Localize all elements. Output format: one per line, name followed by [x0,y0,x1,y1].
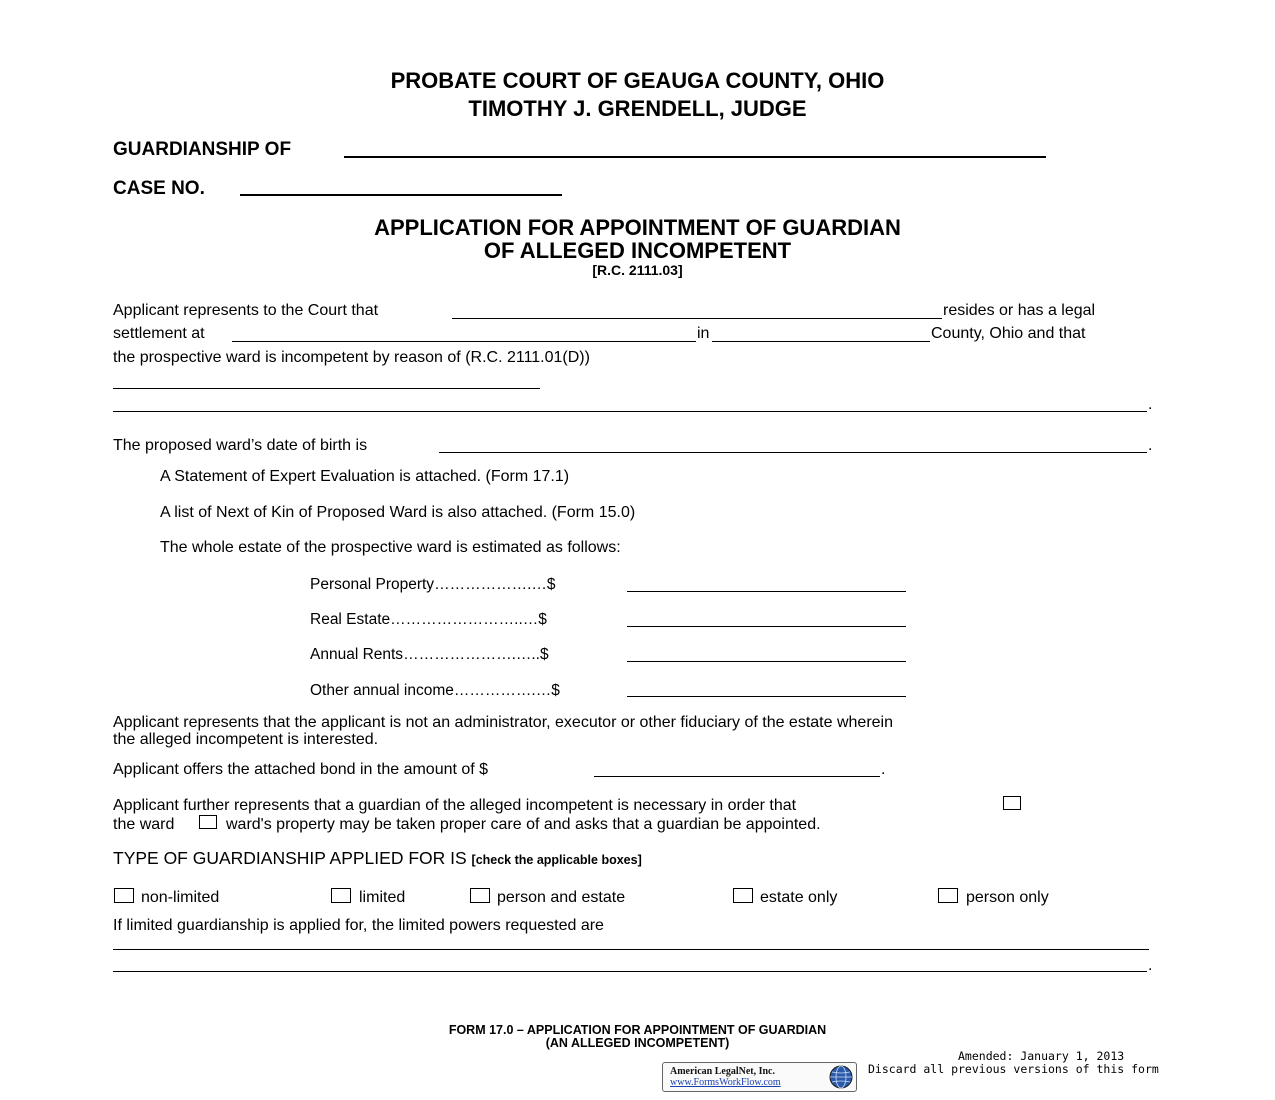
necessary-text-2a: the ward [113,816,175,833]
limited-checkbox[interactable] [331,888,351,903]
estate-item [310,611,547,629]
applicant-represents-text: Applicant represents to the Court that [113,302,379,319]
person-only-checkbox[interactable] [938,888,958,903]
estate-intro-text: The whole estate of the prospective ward is estimated as follows: [160,539,621,556]
necessary-text-1: Applicant further represents that a guardian of the alleged incompetent is necessary in order that [113,797,797,814]
other-income-field[interactable] [627,696,906,697]
person-only-label: person only [966,889,1049,906]
judge-name: TIMOTHY J. GRENDELL, JUDGE [468,96,807,121]
estate-item-leader: ……………….…$ [434,576,556,593]
personal-property-field[interactable] [627,591,906,592]
logo-company-name: American LegalNet, Inc. [670,1066,775,1077]
reason-field-line1[interactable] [113,388,540,389]
amended-date: Amended: January 1, 2013 [958,1049,1125,1063]
type-note: [check the applicable boxes] [471,853,642,867]
type-heading-text: TYPE OF GUARDIANSHIP APPLIED FOR IS [113,848,467,868]
settlement-address-field[interactable] [232,341,696,342]
estate-item [310,646,549,664]
person-and-estate-checkbox[interactable] [470,888,490,903]
estate-item-label: Personal Property [310,576,435,593]
limited-powers-field-line2[interactable] [113,971,1147,972]
guardianship-name-field[interactable] [344,156,1046,158]
person-and-estate-label: person and estate [497,889,626,906]
statute-reference: [R.C. 2111.03] [592,262,683,278]
guardianship-label: GUARDIANSHIP OF [113,139,292,160]
court-name: PROBATE COURT OF GEAUGA COUNTY, OHIO [390,68,885,93]
property-checkbox[interactable] [199,815,217,829]
form-title-line1: APPLICATION FOR APPOINTMENT OF GUARDIAN [374,215,901,240]
incompetent-reason-text: the prospective ward is incompetent by reason of (R.C. 2111.01(D)) [113,349,590,366]
limited-label: limited [359,889,406,906]
type-heading [113,848,642,869]
dob-period: . [1148,437,1153,454]
case-number-label: CASE NO. [113,178,205,199]
limited-powers-period: . [1148,957,1153,974]
estate-item-label: Annual Rents [310,646,404,663]
logo-url-link[interactable]: www.FormsWorkFlow.com [670,1077,781,1088]
reason-field-line2[interactable] [113,411,1147,412]
county-ohio-text: County, Ohio and that [931,325,1086,342]
bond-amount-field[interactable] [594,776,880,777]
footer-form-subtitle: (AN ALLEGED INCOMPETENT) [545,1036,730,1050]
discard-notice: Discard all previous versions of this form [868,1062,1159,1076]
form-title-line2: OF ALLEGED INCOMPETENT [483,238,792,263]
necessary-text-2b: ward's property may be taken proper care of and asks that a guardian be appointed. [226,816,821,833]
non-limited-checkbox[interactable] [114,888,134,903]
settlement-at-text: settlement at [113,325,205,342]
county-field[interactable] [712,341,930,342]
expert-evaluation-text: A Statement of Expert Evaluation is attached. (Form 17.1) [160,468,570,485]
non-limited-label: non-limited [141,889,220,906]
estate-only-label: estate only [760,889,838,906]
estate-item-leader: …………….…$ [453,682,560,699]
in-text: in [697,325,710,342]
footer-form-title: FORM 17.0 – APPLICATION FOR APPOINTMENT OF GUARDIAN [448,1023,827,1037]
estate-item [310,576,556,594]
resides-text: resides or has a legal [943,302,1096,319]
estate-item-leader: ……………………..…$ [390,611,547,628]
bond-period: . [881,761,886,778]
limited-powers-field-line1[interactable] [113,949,1149,950]
limited-powers-text: If limited guardianship is applied for, the limited powers requested are [113,917,604,934]
not-fiduciary-text-2: the alleged incompetent is interested. [113,731,379,748]
not-fiduciary-text-1: Applicant represents that the applicant is not an administrator, executor or other fiduciary of the estate wherein [113,714,893,731]
estate-item-label: Real Estate [310,611,391,628]
applicant-name-field[interactable] [452,318,942,319]
next-of-kin-text: A list of Next of Kin of Proposed Ward is also attached. (Form 15.0) [160,504,636,521]
american-legalnet-logo[interactable] [662,1062,857,1092]
annual-rents-field[interactable] [627,661,906,662]
bond-text: Applicant offers the attached bond in the amount of $ [113,761,489,778]
dob-text: The proposed ward’s date of birth is [113,437,368,454]
dob-field[interactable] [439,452,1147,453]
estate-item-leader: ………………….…..$ [403,646,549,663]
real-estate-field[interactable] [627,626,906,627]
estate-item [310,682,560,700]
globe-icon [829,1065,853,1089]
estate-only-checkbox[interactable] [733,888,753,903]
person-checkbox[interactable] [1003,796,1021,810]
case-number-field[interactable] [240,194,562,196]
estate-item-label: Other annual income [310,682,454,699]
reason-period: . [1148,396,1153,413]
